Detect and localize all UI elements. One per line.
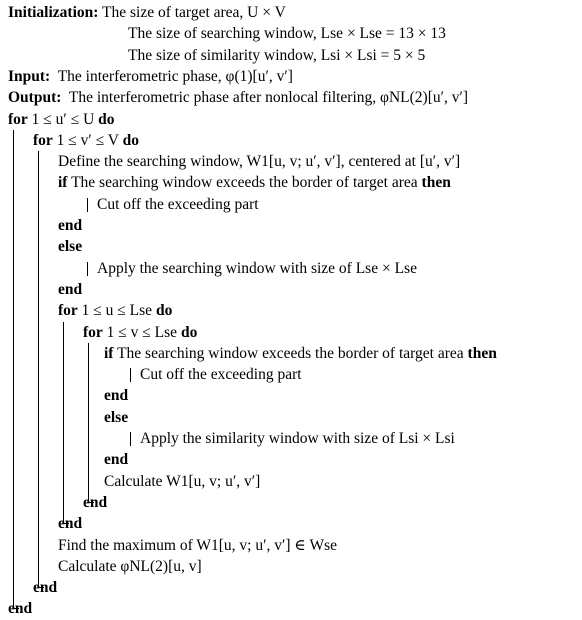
algorithm-keyword: for: [33, 131, 53, 149]
algorithm-keyword: end: [8, 600, 33, 618]
algorithm-keyword: end: [58, 280, 83, 298]
algorithm-text: Calculate W1[u, v; u′, v′]: [104, 472, 261, 490]
algorithm-text: Calculate φNL(2)[u, v]: [58, 557, 202, 575]
algorithm-line: [58, 535, 337, 557]
algorithm-line: [97, 194, 259, 216]
algorithm-keyword: do: [180, 323, 198, 341]
algorithm-line: [97, 258, 417, 280]
algorithm-text: The size of searching window, Lse × Lse = 13 × 13: [128, 25, 446, 43]
algorithm-keyword: else: [58, 238, 83, 256]
algorithm-keyword: for: [58, 302, 78, 320]
algorithm-keyword: if: [104, 344, 114, 362]
algorithm-line: [104, 385, 128, 407]
algorithm-line: [104, 407, 128, 429]
block-bar: [13, 130, 14, 609]
algorithm-keyword: Initialization:: [8, 4, 99, 21]
algorithm-text: The interferometric phase, φ(1)[u′, v′]: [50, 67, 293, 85]
algorithm-keyword: Output:: [8, 89, 62, 107]
algorithm-keyword: Input:: [8, 67, 51, 85]
algorithm-text: The searching window exceeds the border of target area: [67, 174, 422, 192]
algorithm-line: [83, 492, 107, 514]
algorithm-keyword: else: [104, 408, 129, 426]
algorithm-text: Find the maximum of W1[u, v; u′, v′] ∈ Wse: [58, 536, 337, 554]
algorithm-text: 1 ≤ u′ ≤ U: [27, 110, 99, 128]
algorithm-line: [58, 300, 172, 322]
algorithm-keyword: do: [122, 131, 139, 149]
algorithm-line: [8, 598, 32, 620]
inline-block-bar: [87, 262, 88, 276]
algorithm-line: [140, 364, 302, 386]
algorithm-text: The interferometric phase after nonlocal filtering, φNL(2)[u′, v′]: [61, 89, 469, 107]
algorithm-keyword: end: [58, 515, 83, 533]
block-bar: [38, 151, 39, 587]
algorithm-line: [58, 279, 82, 301]
algorithm-keyword: do: [155, 302, 173, 320]
algorithm-line: [128, 23, 446, 45]
algorithm-text: Cut off the exceeding part: [140, 366, 302, 384]
algorithm-keyword: for: [83, 323, 103, 341]
inline-block-bar: [130, 432, 131, 446]
inline-block-bar: [130, 368, 131, 382]
block-bar-end: [38, 587, 44, 588]
algorithm-line: [58, 513, 82, 535]
algorithm-keyword: end: [104, 387, 129, 405]
algorithm-text: Cut off the exceeding part: [97, 195, 259, 213]
algorithm-line: [104, 471, 260, 493]
algorithm-text: Apply the searching window with size of Lse × Lse: [97, 259, 417, 277]
algorithm-keyword: end: [104, 451, 129, 469]
algorithm-keyword: if: [58, 174, 68, 192]
algorithm-text: The size of target area, U × V: [98, 4, 286, 21]
algorithm-line: [58, 172, 451, 194]
algorithm-keyword: end: [58, 217, 83, 234]
algorithm-keyword: end: [33, 579, 58, 597]
algorithm-text: 1 ≤ u ≤ Lse: [77, 302, 156, 320]
algorithm-line: [33, 130, 139, 152]
algorithm-line: [8, 66, 293, 88]
algorithm-line: [104, 343, 497, 365]
block-bar: [88, 343, 89, 502]
algorithm-line: [8, 2, 286, 24]
algorithm-line: [140, 428, 455, 450]
algorithm-line: [58, 556, 202, 578]
algorithm-line: [83, 322, 197, 344]
algorithm-line: [58, 215, 82, 237]
algorithm-line: [58, 151, 460, 173]
algorithm-line: [128, 45, 425, 67]
algorithm-keyword: then: [467, 344, 497, 362]
algorithm-keyword: end: [83, 493, 108, 511]
algorithm-line: [8, 109, 115, 131]
block-bar: [63, 322, 64, 524]
block-bar-end: [88, 502, 94, 503]
algorithm-keyword: for: [8, 110, 28, 128]
block-bar-end: [13, 608, 19, 609]
algorithm-keyword: do: [98, 110, 115, 128]
block-bar-end: [63, 523, 69, 524]
inline-block-bar: [87, 198, 88, 212]
algorithm-line: [58, 236, 82, 258]
algorithm-line: [8, 87, 468, 109]
algorithm-keyword: then: [421, 174, 451, 192]
algorithm-text: 1 ≤ v′ ≤ V: [52, 131, 123, 149]
algorithm-text: 1 ≤ v ≤ Lse: [102, 323, 181, 341]
algorithm-text: Apply the similarity window with size of Lsi × Lsi: [140, 430, 455, 447]
algorithm-line: [104, 449, 128, 471]
algorithm-text: The searching window exceeds the border of target area: [113, 344, 468, 362]
algorithm-text: Define the searching window, W1[u, v; u′, v′], centered at [u′, v′]: [58, 153, 461, 171]
algorithm-line: [33, 577, 57, 599]
algorithm-text: The size of similarity window, Lsi × Lsi = 5 × 5: [128, 46, 426, 64]
